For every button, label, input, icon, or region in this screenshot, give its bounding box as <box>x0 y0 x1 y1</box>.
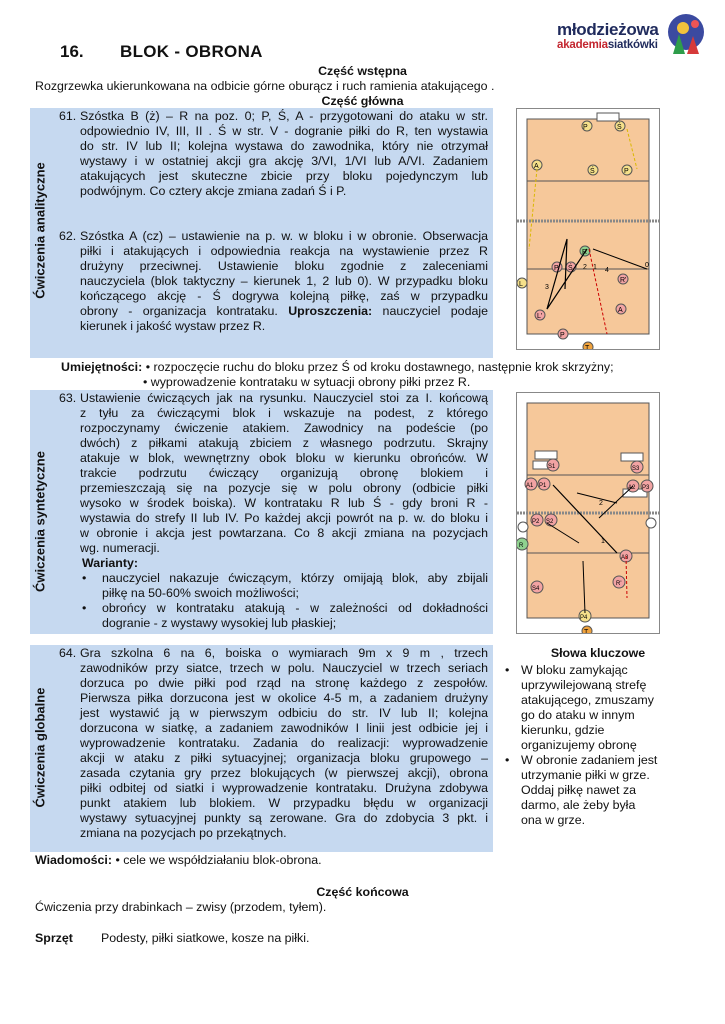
ex63-number: 63. <box>59 391 77 405</box>
svg-text:2: 2 <box>583 264 587 271</box>
ex62-number: 62. <box>59 229 77 243</box>
svg-text:1: 1 <box>601 538 605 545</box>
d1-player-p: P <box>583 124 588 131</box>
diagram-court-1 <box>516 108 660 350</box>
global-label: Ćwiczenia globalne <box>32 687 48 808</box>
logo-mascot-icon <box>665 10 707 60</box>
ex62-text: Szóstka A (cz) – ustawienie na p. w. w bloku i w obronie. Obserwacja piłki i atakujących i odpowiednia reakcja na wystawienie przez R drużyny przeciwnej. Ustawienie bloku zgodnie z zaleceniami nauczyciela (blok taktyczny – kierunek 1, 2 lub 0). W przypadku bloku kończącego akcję - Ś dogrywa kolejną piłkę, zaś w przypadku obrony - organizacja kontrataku. Uproszczenia: nauczyciel podaje kierunek i jakość wystaw przez R. <box>80 229 488 333</box>
exercise-number: 16. <box>60 42 84 61</box>
d2-p4: P4 <box>580 615 588 621</box>
d1-player-l: L <box>519 281 523 288</box>
knowledge-line: Wiadomości: • cele we współdziałaniu blok-obrona. <box>35 853 322 867</box>
svg-text:2: 2 <box>599 500 603 507</box>
analytic-label: Ćwiczenia analityczne <box>32 162 48 299</box>
diagram-court-2 <box>516 392 660 634</box>
svg-text:Ś: Ś <box>590 168 595 175</box>
svg-text:L': L' <box>537 313 543 320</box>
variants-label: Warianty: <box>82 556 138 570</box>
keywords-heading: Słowa kluczowe <box>550 646 646 660</box>
variant-1: • nauczyciel nakazuje ćwiczącym, którzy omijają blok, aby zbijali piłkę na 50-60% swoich możliwości; <box>82 571 488 600</box>
ex64-number: 64. <box>59 646 77 660</box>
skills-line2: • wyprowadzenie kontrataku w sytuacji obrony piłki przez R. <box>143 375 471 389</box>
keyword-2: • W obronie zadaniem jest utrzymanie piłki w grze. Oddaj piłkę nawet za darmo, ale żeby była ona w grze. <box>505 753 658 827</box>
svg-text:Ś: Ś <box>568 265 573 272</box>
ex63-text: Ustawienie ćwiczących jak na rysunku. Nauczyciel stoi za I. końcową z tyłu za ćwiczącymi blok i wskazuje na podest, z którego rozpoczynamy ćwiczenie atakiem. Zawodnicy na podeście (po dwóch) z piłkami atakują zbiciem z własnego podrzutu. Skrajny atakuje w blok, wewnętrzny obok bloku w kierunku obrońców. W trakcie podrzutu ćwiczący organizują obronę blokiem i przemieszczają się na pozycje się w polu obrony (odbicie piłki wysoko w środek boiska). W kontrataku R lub Ś - gdy broni R - wystawia do strefy II lub IV. Po każdej akcji powrót na p. w. do bloku i w obronie i akcja jest powtarzana. Co 8 akcji zmiana na pozycjach wg. numeracji. Warianty: • nauczyciel nakazuje ćwiczącym, którzy omijają blok, aby zbijali piłkę na 50-60% swoich możliwości; • obrońcy w kontrataku atakują - w zależności od dokładności dogranie - z wystawy wysokiej lub płaskiej; <box>80 391 488 630</box>
svg-text:R': R' <box>620 277 627 284</box>
d1-player-r: R <box>582 249 588 256</box>
d1-player-s: Ś <box>617 124 622 131</box>
d2-teacher: T <box>584 629 589 633</box>
equipment-label: Sprzęt <box>35 931 73 945</box>
diagram-1-svg <box>517 109 659 349</box>
final-text: Ćwiczenia przy drabinkach – zwisy (przodem, tyłem). <box>35 900 327 914</box>
logo <box>557 10 707 62</box>
svg-text:R': R' <box>616 581 622 587</box>
d2-p2: P2 <box>532 519 540 525</box>
d2-s2: S2 <box>546 519 554 525</box>
ex61-number: 61. <box>59 109 77 123</box>
d2-a1: A1 <box>526 483 534 489</box>
svg-text:P: P <box>624 168 629 175</box>
d1-player-a: A <box>534 163 539 170</box>
equipment-text: Podesty, piłki siatkowe, kosze na piłki. <box>101 931 310 945</box>
d1-teacher: T <box>585 345 590 349</box>
d2-p1: P1 <box>539 483 547 489</box>
keywords-box <box>503 646 683 828</box>
d2-s3: S3 <box>632 466 640 472</box>
ex61-text: Szóstka B (ż) – R na poz. 0; P, Ś, A - przygotowani do ataku w str. odpowiednio IV, III, II . Ś w str. V - dogranie piłki do R, ten wystawia do str. IV lub II; kolejna wystawa do zawodnika, który nie otrzymał wystawy i w ostatniej akcji gra akcję 3/VI, 1/VI lub A/VI. Zadaniem atakujących jest skuteczne zbicie przy bloku pojedynczym lub podwójnym. Co cztery akcje zmiana zadań Ś i P. <box>80 109 488 198</box>
skills-line1: Umiejętności: • rozpoczęcie ruchu do bloku przez Ś od kroku dostawnego, następnie krok skrzyżny; <box>61 360 614 374</box>
keyword-1: • W bloku zamykając uprzywilejowaną strefę atakującego, zmuszamy go do ataku w innym kierunku, gdzie organizujemy obronę <box>505 663 654 752</box>
d2-s4: S4 <box>532 586 540 592</box>
ex64-text: Gra szkolna 6 na 6, boiska o wymiarach 9m x 9 m , trzech zawodników przy siatce, trzech w polu. Nauczyciel w trzech seriach dorzuca po dwie piłki pod rząd na stronę każdego z zespołów. Pierwsza piłka dorzucona jest w okolice 4-5 m, a zadaniem drużyny jest wystawić ją w pierwszym odbiciu do str. IV lub II; kolejna dorzucona w siatkę, a zadaniem zawodników I linii jest odbicie jej i wyprowadzenie kontrataku. Zadania do realizacji: wyprowadzenie akcji w ataku z piłki sytuacyjnej; organizacja bloku grupowego – zasada czytania gry przez blokujących (w pierwszej akcji), obrona piłki odbitej od siatki i wyprowadzenie kontrataku. Drużyna zdobywa punkt atakiem lub blokiem. W przypadku błędu w organizacji wystawy sytuacyjnej punkty są zerowane. Gra do zdobycia 3 pkt. i zmiana na pozycjach po przekątnych. <box>80 646 488 840</box>
main-heading: Część główna <box>321 94 404 108</box>
d2-p3: P3 <box>642 485 650 491</box>
svg-text:0: 0 <box>645 262 649 269</box>
intro-heading: Część wstępna <box>318 64 407 78</box>
page-title: BLOK - OBRONA <box>120 42 263 61</box>
d2-a2: A2 <box>628 485 636 491</box>
d2-s1: S1 <box>548 464 556 470</box>
svg-text:P: P <box>560 332 565 339</box>
d2-a3: A3 <box>621 555 629 561</box>
svg-text:4: 4 <box>605 267 609 274</box>
svg-text:P: P <box>554 265 559 272</box>
d2-r: R <box>519 543 524 549</box>
diagram-2-svg <box>517 393 659 633</box>
logo-line1: młodzieżowa <box>557 20 659 39</box>
variant-2: • obrońcy w kontrataku atakują - w zależności od dokładności dogranie - z wystawy wysokiej lub płaskiej; <box>82 601 488 630</box>
intro-text: Rozgrzewka ukierunkowana na odbicie górne oburącz i ruch ramienia atakującego . <box>35 79 495 93</box>
final-heading: Część końcowa <box>316 885 409 899</box>
svg-text:A: A <box>618 307 623 314</box>
synthetic-label: Ćwiczenia syntetyczne <box>32 451 48 592</box>
svg-text:1: 1 <box>593 264 597 271</box>
logo-line2: akademiasiatkówki <box>557 39 658 51</box>
svg-text:3: 3 <box>545 284 549 291</box>
